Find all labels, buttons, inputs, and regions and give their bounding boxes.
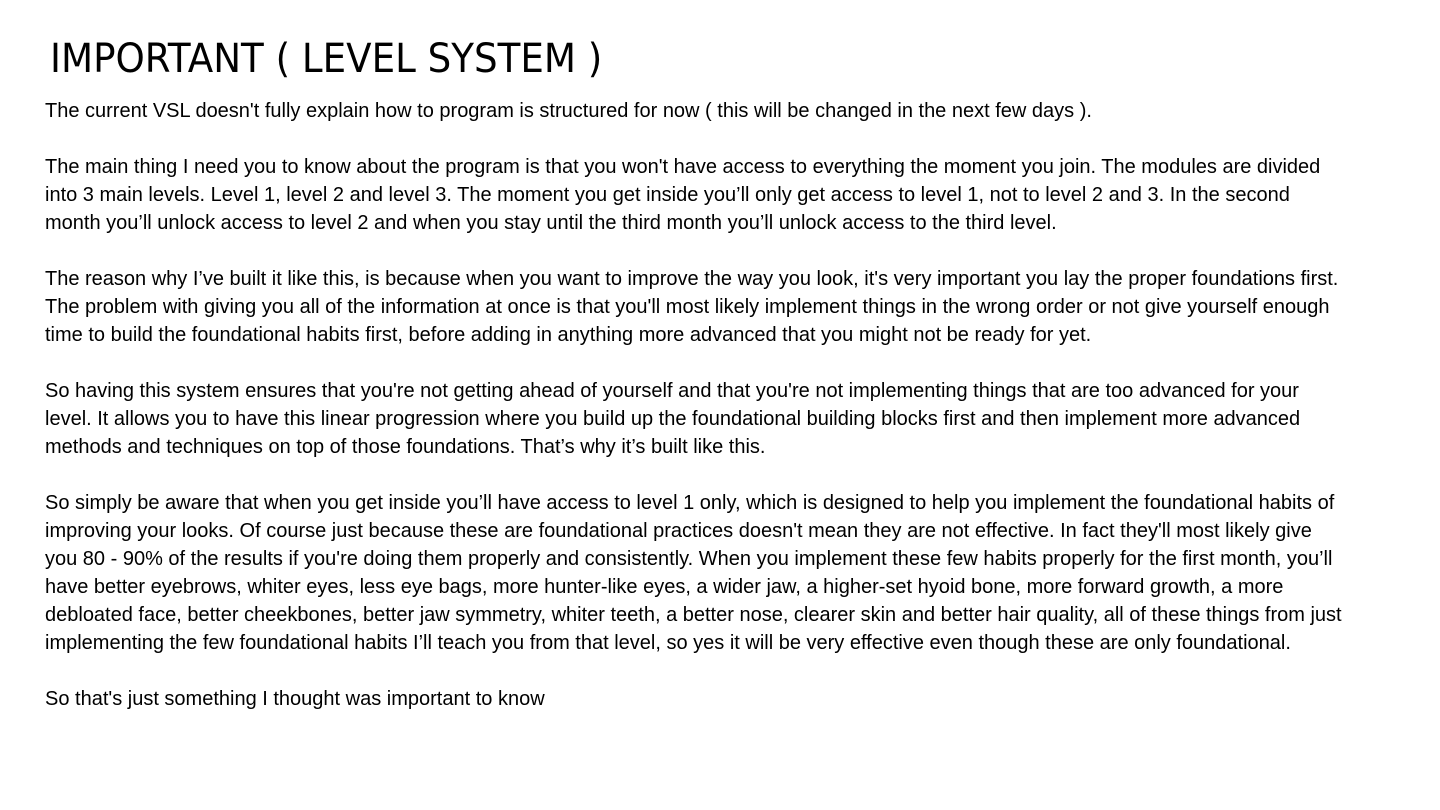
paragraph-level-one-details: So simply be aware that when you get inside you’ll have access to level 1 only, which is designed to help you implement the foundational habits of improving your looks. Of course just because these are foundational practices doesn't mean they are not effective. In fact they'll most likely give you 80 - 90% of the results if you're doing them properly and consistently. When you implement these few habits properly for the first month, you’ll have better eyebrows, whiter eyes, less eye bags, more hunter-like eyes, a wider jaw, a higher-set hyoid bone, more forward growth, a more debloated face, better cheekbones, better jaw symmetry, whiter teeth, a better nose, clearer skin and better hair quality, all of these things from just implementing the few foundational habits I’ll teach you from that level, so yes it will be very effective even though these are only foundational. xyxy=(45,492,1342,654)
document-body xyxy=(45,97,1345,741)
paragraph-vsl-note: The current VSL doesn't fully explain how to program is structured for now ( this will be changed in the next few days ). xyxy=(45,100,1092,122)
paragraph-reasoning: The reason why I’ve built it like this, is because when you want to improve the way you look, it's very important you lay the proper foundations first. The problem with giving you all of the information at once is that you'll most likely implement things in the wrong order or not give yourself enough time to build the foundational habits first, before adding in anything more advanced that you might not be ready for yet. xyxy=(45,268,1339,346)
page-title: IMPORTANT ( LEVEL SYSTEM ) xyxy=(50,36,603,82)
paragraph-progression: So having this system ensures that you're not getting ahead of yourself and that you're not implementing things that are too advanced for your level. It allows you to have this linear progression where you build up the foundational building blocks first and then implement more advanced methods and techniques on top of those foundations. That’s why it’s built like this. xyxy=(45,380,1301,458)
paragraph-levels-overview: The main thing I need you to know about the program is that you won't have access to everything the moment you join. The modules are divided into 3 main levels. Level 1, level 2 and level 3. The moment you get inside you’ll only get access to level 1, not to level 2 and 3. In the second month you’ll unlock access to level 2 and when you stay until the third month you’ll unlock access to the third level. xyxy=(45,156,1321,234)
paragraph-closing: So that's just something I thought was important to know xyxy=(45,688,545,710)
